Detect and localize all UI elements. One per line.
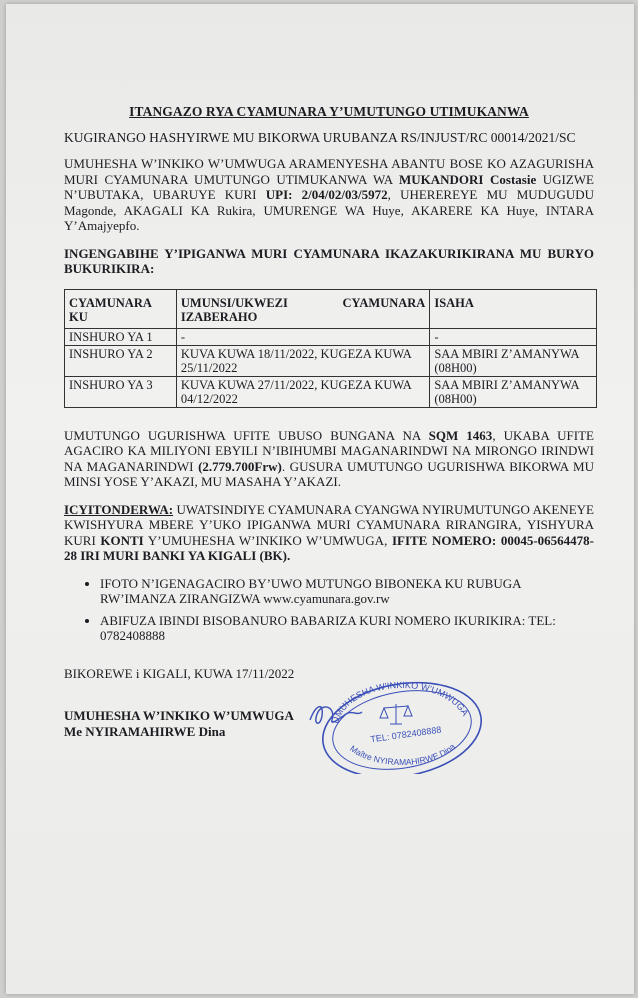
court-reference: KUGIRANGO HASHYIRWE MU BIKORWA URUBANZA RS/INJUST/RC 00014/2021/SC xyxy=(64,130,576,145)
list-item: • ABIFUZA IBINDI BISOBANURO BABARIZA KURI NOMERO IKURIKIRA: TEL: 0782408888 xyxy=(100,613,594,644)
property-area: SQM 1463 xyxy=(428,427,493,443)
stamp-top-text: UMUHESHA W’INKIKO W’UMWUGA xyxy=(330,679,471,725)
table-row xyxy=(65,376,597,407)
official-stamp xyxy=(310,674,490,774)
stamp-bottom-text: Maître NYIRAMAHIRWE Dina xyxy=(348,741,458,768)
stamp-tel: TEL: 0782408888 xyxy=(369,724,443,745)
table-cell: INSHURO YA 2 xyxy=(65,345,177,376)
account-label: KONTI xyxy=(100,532,144,548)
table-row xyxy=(65,345,597,376)
upi-number: UPI: 2/04/02/03/5972 xyxy=(265,187,388,202)
table-cell: SAA MBIRI Z’AMANYWA (08H00) xyxy=(430,345,597,376)
signatory-role: UMUHESHA W’INKIKO W’UMWUGA xyxy=(64,707,294,723)
schedule-heading: INGENGABIHE Y’IPIGANWA MURI CYAMUNARA IKAZAKURIKIRANA MU BURYO BUKURIKIRA: xyxy=(64,245,594,276)
table-header-row xyxy=(65,289,597,328)
document-body xyxy=(64,104,594,740)
signatory-name: Me NYIRAMAHIRWE Dina xyxy=(64,723,226,739)
owner-name: MUKANDORI Costasie xyxy=(398,171,537,187)
table-header-cell: ISAHA xyxy=(430,289,597,328)
notes-list xyxy=(64,576,594,644)
table-row xyxy=(65,328,597,345)
signed-place-date: BIKOREWE i KIGALI, KUWA 17/11/2022 xyxy=(64,665,295,681)
table-cell: SAA MBIRI Z’AMANYWA (08H00) xyxy=(430,376,597,407)
table-cell: - xyxy=(430,328,597,345)
document-title: ITANGAZO RYA CYAMUNARA Y’UMUTUNGO UTIMUKANWA xyxy=(129,104,529,119)
payment-note-paragraph: ICYITONDERWA: UWATSINDIYE CYAMUNARA CYANGWA NYIRUMUTUNGO AKENEYE KWISHYURA MBERE Y’UKO IPIGANWA MURI CYAMUNARA RIRANGIRA, YISHYURA KURI KONTI Y’UMUHESHA W’INKIKO W’UMWUGA, IFITE NOMERO: 00045-06564478-28 IRI MURI BANKI YA KIGALI (BK). xyxy=(64,501,594,563)
property-value: (2.779.700Frw) xyxy=(198,458,282,474)
auction-schedule-table xyxy=(64,289,597,408)
list-item: • IFOTO N’IGENAGACIRO BY’UWO MUTUNGO BIBONEKA KU RUBUGA RW’IMANZA ZIRANGIZWA www.cyamunara.gov.rw xyxy=(100,576,594,607)
note-label: ICYITONDERWA: xyxy=(64,501,174,517)
document-page xyxy=(6,4,634,994)
account-number: IFITE NOMERO: 00045-06564478-28 IRI MURI BANKI YA KIGALI (BK). xyxy=(64,532,594,563)
svg-text:Maître NYIRAMAHIRWE Dina xyxy=(348,741,457,767)
table-header-cell: CYAMUNARA KU xyxy=(65,289,177,328)
table-cell: KUVA KUWA 27/11/2022, KUGEZA KUWA 04/12/2022 xyxy=(176,376,429,407)
intro-paragraph: UMUHESHA W’INKIKO W’UMWUGA ARAMENYESHA ABANTU BOSE KO AZAGURISHA MURI CYAMUNARA UMUTUNGO UTIMUKANWA WA MUKANDORI Costasie UGIZWE N’UBUTAKA, UBARUYE KURI UPI: 2/04/02/03/5972, UHEREREYE MU MUDUGUDU Magonde, AKAGALI KA Rukira, UMURENGE WA Huye, AKARERE KA Huye, INTARA Y’Amajyepfo. xyxy=(64,156,595,233)
table-cell: KUVA KUWA 18/11/2022, KUGEZA KUWA 25/11/2022 xyxy=(176,345,429,376)
table-cell: - xyxy=(176,328,429,345)
property-value-paragraph: UMUTUNGO UGURISHWA UFITE UBUSO BUNGANA NA SQM 1463, UKABA UFITE AGACIRO KA MILIYONI EBYILI N’IBIHUMBI MAGANARINDWI NA MIRONGO IRINDWI NA MAGANARINDWI (2.779.700Frw). GUSURA UMUTUNGO UGURISHWA BIKORWA MU MINSI YOSE Y’AKAZI, MU MASAHA Y’AKAZI. xyxy=(64,427,595,489)
table-cell: INSHURO YA 1 xyxy=(65,328,177,345)
table-header-cell: UMUNSI/UKWEZI CYAMUNARA IZABERAHO xyxy=(176,289,429,328)
table-cell: INSHURO YA 3 xyxy=(65,376,177,407)
